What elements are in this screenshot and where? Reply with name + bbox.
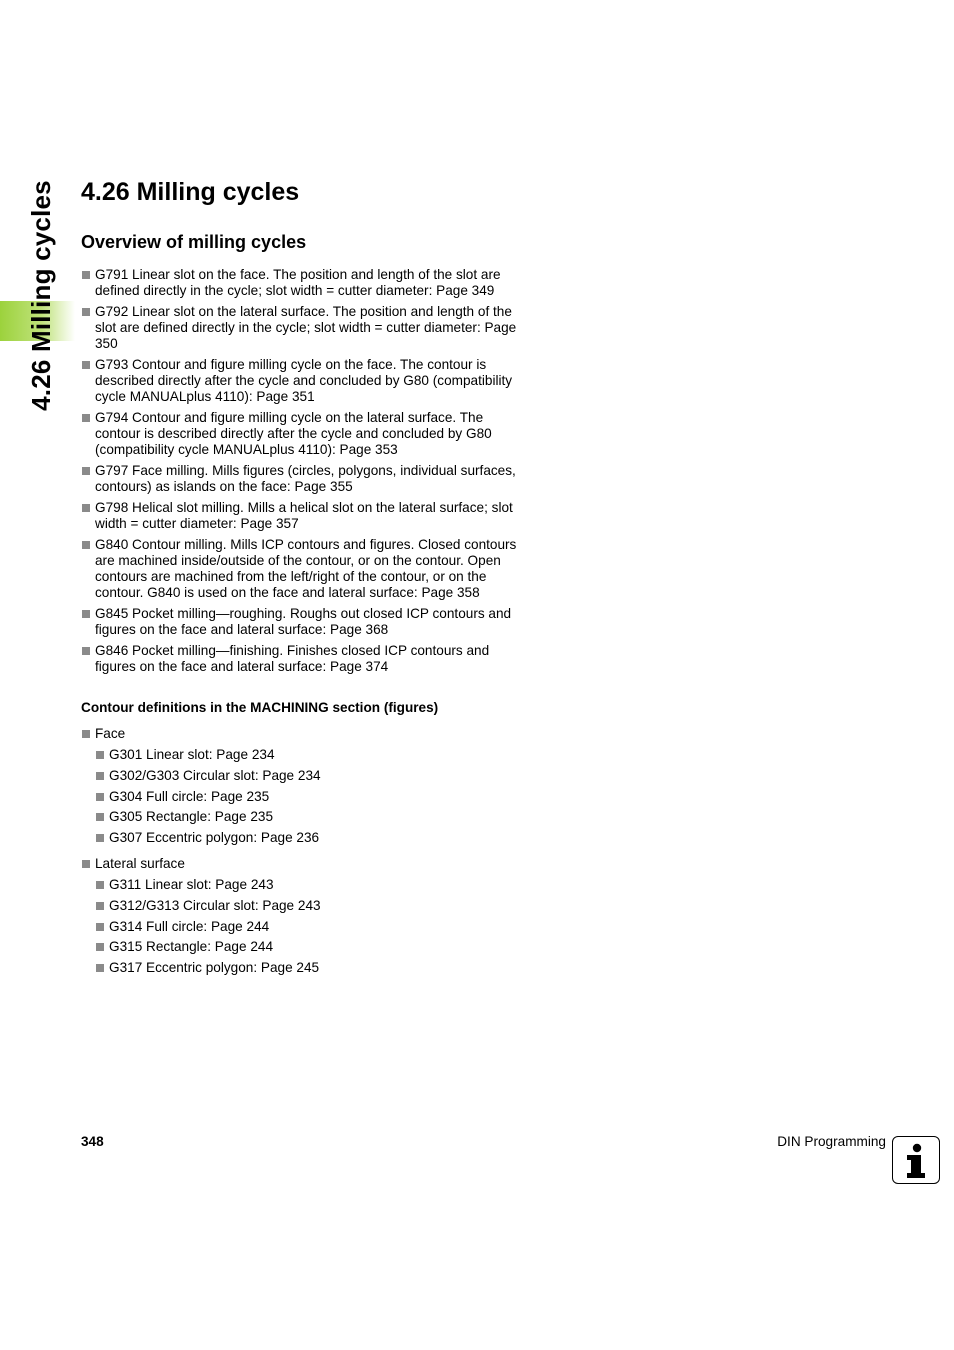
info-icon-glyph bbox=[893, 1137, 938, 1182]
info-icon bbox=[892, 1136, 940, 1184]
list-item-text: G311 Linear slot: Page 243 bbox=[109, 877, 274, 892]
face-list bbox=[81, 747, 531, 846]
list-item bbox=[81, 304, 531, 352]
face-label bbox=[81, 726, 531, 742]
list-item bbox=[81, 939, 531, 955]
list-item-text: G794 Contour and figure milling cycle on the lateral surface. The contour is described directly after the cycle and concluded by G80 (compatibility cycle MANUALplus 4110): Page 353 bbox=[95, 410, 492, 457]
face-group bbox=[81, 726, 531, 851]
list-item-text: G302/G303 Circular slot: Page 234 bbox=[109, 767, 321, 783]
square-bullet-icon bbox=[82, 541, 90, 549]
list-item-text: G793 Contour and figure milling cycle on the face. The contour is described directly after the cycle and concluded by G80 (compatibility cycle MANUALplus 4110): Page 351 bbox=[95, 357, 513, 404]
square-bullet-icon bbox=[82, 610, 90, 618]
list-item bbox=[81, 960, 531, 976]
face-label-text: Face bbox=[95, 726, 126, 741]
lateral-group bbox=[81, 856, 531, 981]
list-item-text: G312/G313 Circular slot: Page 243 bbox=[109, 897, 321, 913]
list-item-text: G792 Linear slot on the lateral surface. The position and length of the slot are defined directly in the cycle; slot width = cutter diameter: Page 350 bbox=[95, 304, 517, 351]
square-bullet-icon bbox=[96, 751, 104, 759]
square-bullet-icon bbox=[96, 902, 104, 910]
list-item bbox=[81, 768, 531, 784]
list-item bbox=[81, 789, 531, 805]
list-item bbox=[81, 357, 531, 405]
square-bullet-icon bbox=[82, 730, 90, 738]
list-item-text: G314 Full circle: Page 244 bbox=[109, 918, 270, 934]
square-bullet-icon bbox=[82, 647, 90, 655]
square-bullet-icon bbox=[96, 793, 104, 801]
list-item-text: G840 Contour milling. Mills ICP contours and figures. Closed contours are machined inside/outside of the contour, or on the contour. Open contours are machined from the left/right of the contour, or on the contour. G840 is used on the face and lateral surface: Page 358 bbox=[95, 537, 517, 600]
lateral-label-text: Lateral surface bbox=[95, 856, 185, 871]
list-item bbox=[81, 643, 531, 675]
list-item-text: G846 Pocket milling—finishing. Finishes closed ICP contours and figures on the face and lateral surface: Page 374 bbox=[95, 643, 490, 674]
square-bullet-icon bbox=[82, 467, 90, 475]
lateral-list bbox=[81, 877, 531, 976]
square-bullet-icon bbox=[82, 414, 90, 422]
list-item-text: G301 Linear slot: Page 234 bbox=[109, 747, 275, 762]
contour-definitions-heading: Contour definitions in the MACHINING section (figures) bbox=[81, 700, 439, 715]
section-heading: 4.26 Milling cycles bbox=[81, 178, 300, 206]
section-subheading: Overview of milling cycles bbox=[81, 232, 307, 252]
list-item bbox=[81, 877, 531, 893]
chapter-side-title-text: 4.26 Milling cycles bbox=[25, 179, 56, 411]
list-item bbox=[81, 898, 531, 914]
square-bullet-icon bbox=[82, 271, 90, 279]
square-bullet-icon bbox=[82, 308, 90, 316]
list-item bbox=[81, 537, 531, 601]
list-item-text: G317 Eccentric polygon: Page 245 bbox=[109, 960, 320, 976]
list-item bbox=[81, 606, 531, 638]
list-item bbox=[81, 809, 531, 825]
list-item-text: G797 Face milling. Mills figures (circles, polygons, individual surfaces, contours) as islands on the face: Page 355 bbox=[95, 463, 516, 494]
square-bullet-icon bbox=[96, 881, 104, 889]
list-item-text: G798 Helical slot milling. Mills a helical slot on the lateral surface; slot width = cutter diameter: Page 357 bbox=[95, 500, 513, 531]
list-item-text: G304 Full circle: Page 235 bbox=[109, 788, 270, 804]
chapter-side-title bbox=[20, 180, 62, 410]
square-bullet-icon bbox=[96, 923, 104, 931]
square-bullet-icon bbox=[96, 964, 104, 972]
lateral-label bbox=[81, 856, 531, 872]
list-item bbox=[81, 410, 531, 458]
footer-title: DIN Programming bbox=[777, 1134, 886, 1149]
square-bullet-icon bbox=[82, 361, 90, 369]
square-bullet-icon bbox=[96, 772, 104, 780]
list-item bbox=[81, 267, 531, 299]
page-number: 348 bbox=[81, 1134, 104, 1149]
square-bullet-icon bbox=[82, 860, 90, 868]
square-bullet-icon bbox=[96, 834, 104, 842]
list-item-text: G305 Rectangle: Page 235 bbox=[109, 809, 274, 825]
list-item bbox=[81, 500, 531, 532]
list-item-text: G845 Pocket milling—roughing. Roughs out closed ICP contours and figures on the face and lateral surface: Page 368 bbox=[95, 606, 512, 637]
list-item-text: G791 Linear slot on the face. The position and length of the slot are defined directly in the cycle; slot width = cutter diameter: Page 349 bbox=[95, 267, 501, 298]
square-bullet-icon bbox=[96, 813, 104, 821]
list-item bbox=[81, 747, 531, 763]
square-bullet-icon bbox=[82, 504, 90, 512]
list-item-text: G315 Rectangle: Page 244 bbox=[109, 939, 274, 955]
list-item bbox=[81, 830, 531, 846]
list-item-text: G307 Eccentric polygon: Page 236 bbox=[109, 830, 320, 846]
milling-cycle-list bbox=[81, 267, 531, 680]
square-bullet-icon bbox=[96, 943, 104, 951]
list-item bbox=[81, 463, 531, 495]
list-item bbox=[81, 919, 531, 935]
